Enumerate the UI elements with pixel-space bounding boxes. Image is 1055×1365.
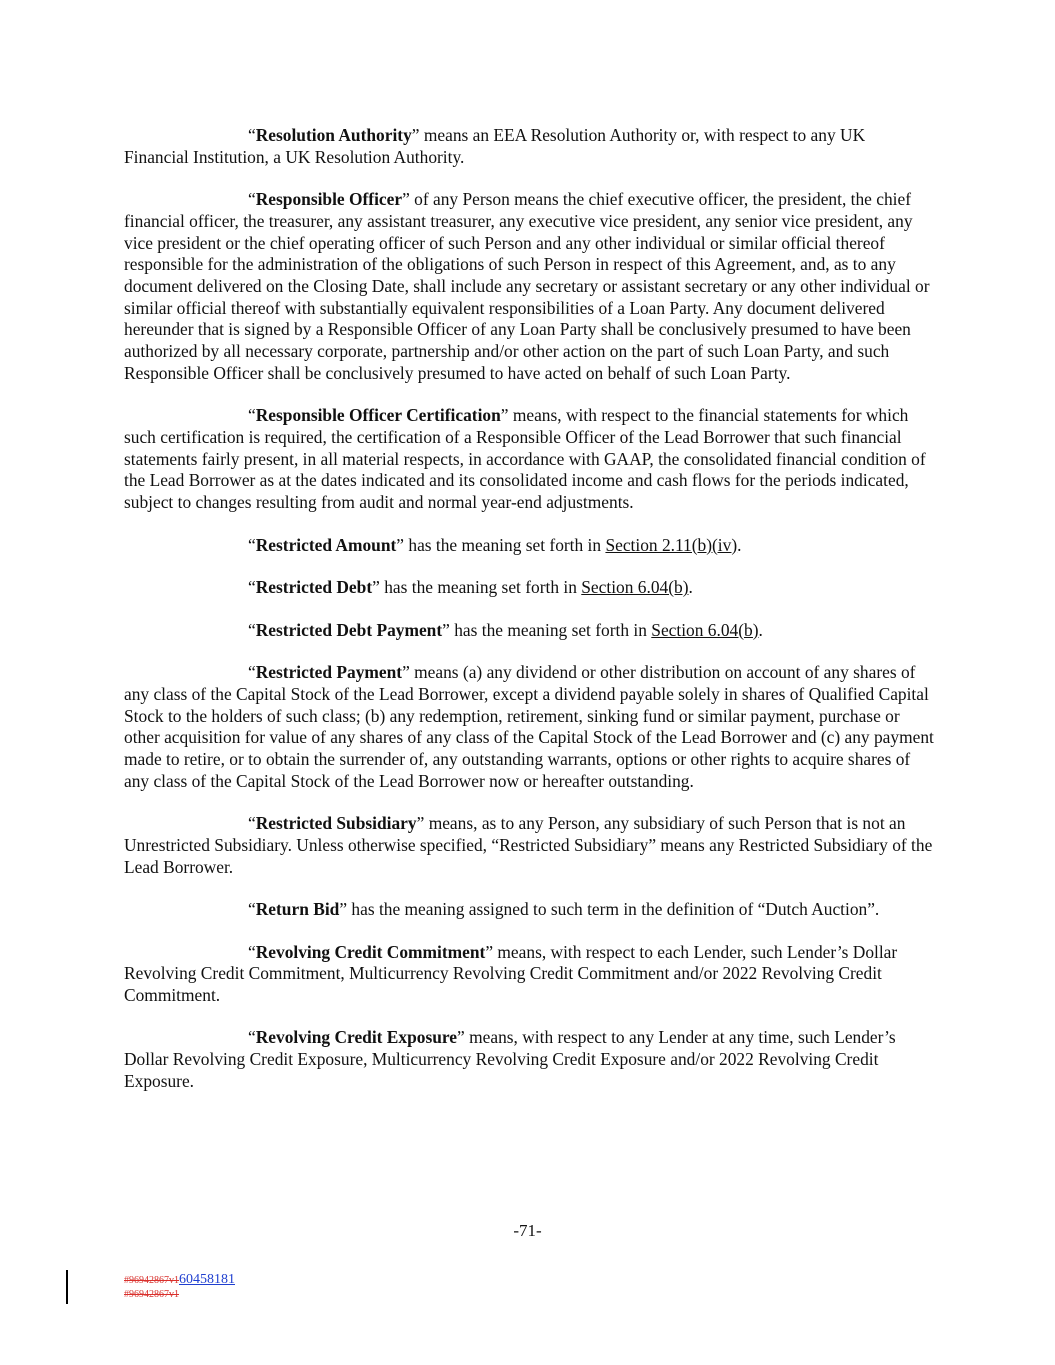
definition-text: has the meaning assigned to such term in the definition of “Dutch Auction”. [347,899,880,920]
definition-resolution-authority: “Resolution Authority” means an EEA Resolution Authority or, with respect to any UK Financial Institution, a UK Resolution Authority. [124,125,866,167]
defined-term: Restricted Debt [255,577,373,598]
defined-term: Return Bid [255,899,340,920]
definition-text: means, with respect to the financial statements for which such certification is required, the certification of a Responsible Officer of the Lead Borrower that such financial statements fairly present, in all material respects, in accordance with GAAP, the consolidated financial condition of the Lead Borrower as at the dates indicated and its consolidated income and cash flows for the periods indicated, subject to changes resulting from audit and normal year-end adjustments. [124,405,926,513]
defined-term: Restricted Amount [255,534,397,555]
definition-revolving-credit-exposure: “Revolving Credit Exposure” means, with respect to any Lender at any time, such Lender’s Dollar Revolving Credit Exposure, Multicurrency Revolving Credit Exposure and/or 2022 Revolving Credit Exposure. [124,1027,896,1091]
definition-text: means, with respect to any Lender at any time, such Lender’s Dollar Revolving Credit Exposure, Multicurrency Revolving Credit Exposure and/or 2022 Revolving Credit Exposure. [124,1027,896,1091]
defined-term: Restricted Debt Payment [255,619,443,640]
definition-responsible-officer-certification: “Responsible Officer Certification” means, with respect to the financial statements for which such certification is required, the certification of a Responsible Officer of the Lead Borrower that such financial statements fairly present, in all material respects, in accordance with GAAP, the consolidated financial condition of the Lead Borrower as at the dates indicated and its consolidated income and cash flows for the periods indicated, subject to changes resulting from audit and normal year-end adjustments. [124,405,926,513]
defined-term: Restricted Subsidiary [255,813,417,834]
definition-text: has the meaning set forth in [404,534,606,555]
definition-restricted-debt: “Restricted Debt” has the meaning set forth in Section 6.04(b). [248,577,693,598]
document-id-footer [124,1273,235,1302]
defined-term: Responsible Officer [255,189,403,210]
defined-term: Responsible Officer Certification [255,405,501,426]
footer-id-line-2 [124,1288,235,1302]
definition-text: means an EEA Resolution Authority or, with respect to any UK Financial Institution, a UK Resolution Authority. [124,125,866,167]
defined-term: Revolving Credit Commitment [255,941,486,962]
deleted-document-id: #96942867v1 [124,1275,179,1286]
inserted-document-id: 60458181 [179,1272,235,1287]
definition-restricted-subsidiary: “Restricted Subsidiary” means, as to any Person, any subsidiary of such Person that is not an Unrestricted Subsidiary. Unless otherwise specified, “Restricted Subsidiary” means any Restricted Subsidiary of the Lead Borrower. [124,813,933,877]
definition-text: of any Person means the chief executive officer, the president, the chief financial officer, the treasurer, any assistant treasurer, any executive vice president, any senior vice president, any vice president or the chief operating officer of such Person and any other individual or similar official thereof responsible for the administration of the obligations of such Person in respect of this Agreement, and, as to any document delivered on the Closing Date, shall include any secretary or assistant secretary or any other individual or similar official thereof with substantially equivalent responsibilities of a Loan Party. Any document delivered hereunder that is signed by a Responsible Officer of any Loan Party shall be conclusively presumed to have been authorized by all necessary corporate, partnership and/or other action on the part of such Loan Party, and such Responsible Officer shall be conclusively presumed to have acted on behalf of such Loan Party. [124,189,930,383]
defined-term: Resolution Authority [255,125,412,145]
definition-responsible-officer: “Responsible Officer” of any Person means the chief executive officer, the president, the chief financial officer, the treasurer, any assistant treasurer, any executive vice president, any senior vice president, any vice president or the chief operating officer of such Person and any other individual or similar official thereof responsible for the administration of the obligations of such Person in respect of this Agreement, and, as to any document delivered on the Closing Date, shall include any secretary or assistant secretary or any other individual or similar official thereof with substantially equivalent responsibilities of a Loan Party. Any document delivered hereunder that is signed by a Responsible Officer of any Loan Party shall be conclusively presumed to have been authorized by all necessary corporate, partnership and/or other action on the part of such Loan Party, and such Responsible Officer shall be conclusively presumed to have acted on behalf of such Loan Party. [124,189,930,383]
page-number: -71- [513,1221,542,1240]
defined-term: Restricted Payment [255,662,403,683]
definition-restricted-payment: “Restricted Payment” means (a) any dividend or other distribution on account of any shares of any class of the Capital Stock of the Lead Borrower, except a dividend payable solely in shares of Qualified Capital Stock to the holders of such class; (b) any redemption, retirement, sinking fund or similar payment, purchase or other acquisition for value of any shares of any class of the Capital Stock of the Lead Borrower and (c) any payment made to retire, or to obtain the surrender of, any outstanding warrants, options or other rights to acquire shares of any class of the Capital Stock of the Lead Borrower now or hereafter outstanding. [124,662,934,791]
document-body [124,125,934,1113]
definition-text: means, with respect to each Lender, such Lender’s Dollar Revolving Credit Commitment, Multicurrency Revolving Credit Commitment and/or 2022 Revolving Credit Commitment. [124,941,898,1005]
footer-id-line-1 [124,1273,235,1288]
section-cross-reference[interactable]: Section 2.11(b)(iv) [605,534,738,555]
definition-restricted-debt-payment: “Restricted Debt Payment” has the meaning set forth in Section 6.04(b). [248,619,763,640]
definition-text: means, as to any Person, any subsidiary of such Person that is not an Unrestricted Subsidiary. Unless otherwise specified, “Restricted Subsidiary” means any Restricted Subsidiary of the Lead Borrower. [124,813,933,877]
defined-term: Revolving Credit Exposure [255,1027,458,1048]
definition-restricted-amount: “Restricted Amount” has the meaning set forth in Section 2.11(b)(iv). [248,534,742,555]
section-cross-reference[interactable]: Section 6.04(b) [581,577,689,598]
definition-text: has the meaning set forth in [449,619,652,640]
revision-change-bar [66,1270,68,1304]
section-cross-reference[interactable]: Section 6.04(b) [651,619,759,640]
definition-return-bid: “Return Bid” has the meaning assigned to such term in the definition of “Dutch Auction”. [248,899,880,920]
deleted-document-id: #96942867v1 [124,1289,179,1300]
definition-revolving-credit-commitment: “Revolving Credit Commitment” means, with respect to each Lender, such Lender’s Dollar Revolving Credit Commitment, Multicurrency Revolving Credit Commitment and/or 2022 Revolving Credit Commitment. [124,941,898,1005]
definition-text: has the meaning set forth in [379,577,582,598]
definition-text: means (a) any dividend or other distribution on account of any shares of any class of the Capital Stock of the Lead Borrower, except a dividend payable solely in shares of Qualified Capital Stock to the holders of such class; (b) any redemption, retirement, sinking fund or similar payment, purchase or other acquisition for value of any shares of any class of the Capital Stock of the Lead Borrower and (c) any payment made to retire, or to obtain the surrender of, any outstanding warrants, options or other rights to acquire shares of any class of the Capital Stock of the Lead Borrower now or hereafter outstanding. [124,662,934,791]
